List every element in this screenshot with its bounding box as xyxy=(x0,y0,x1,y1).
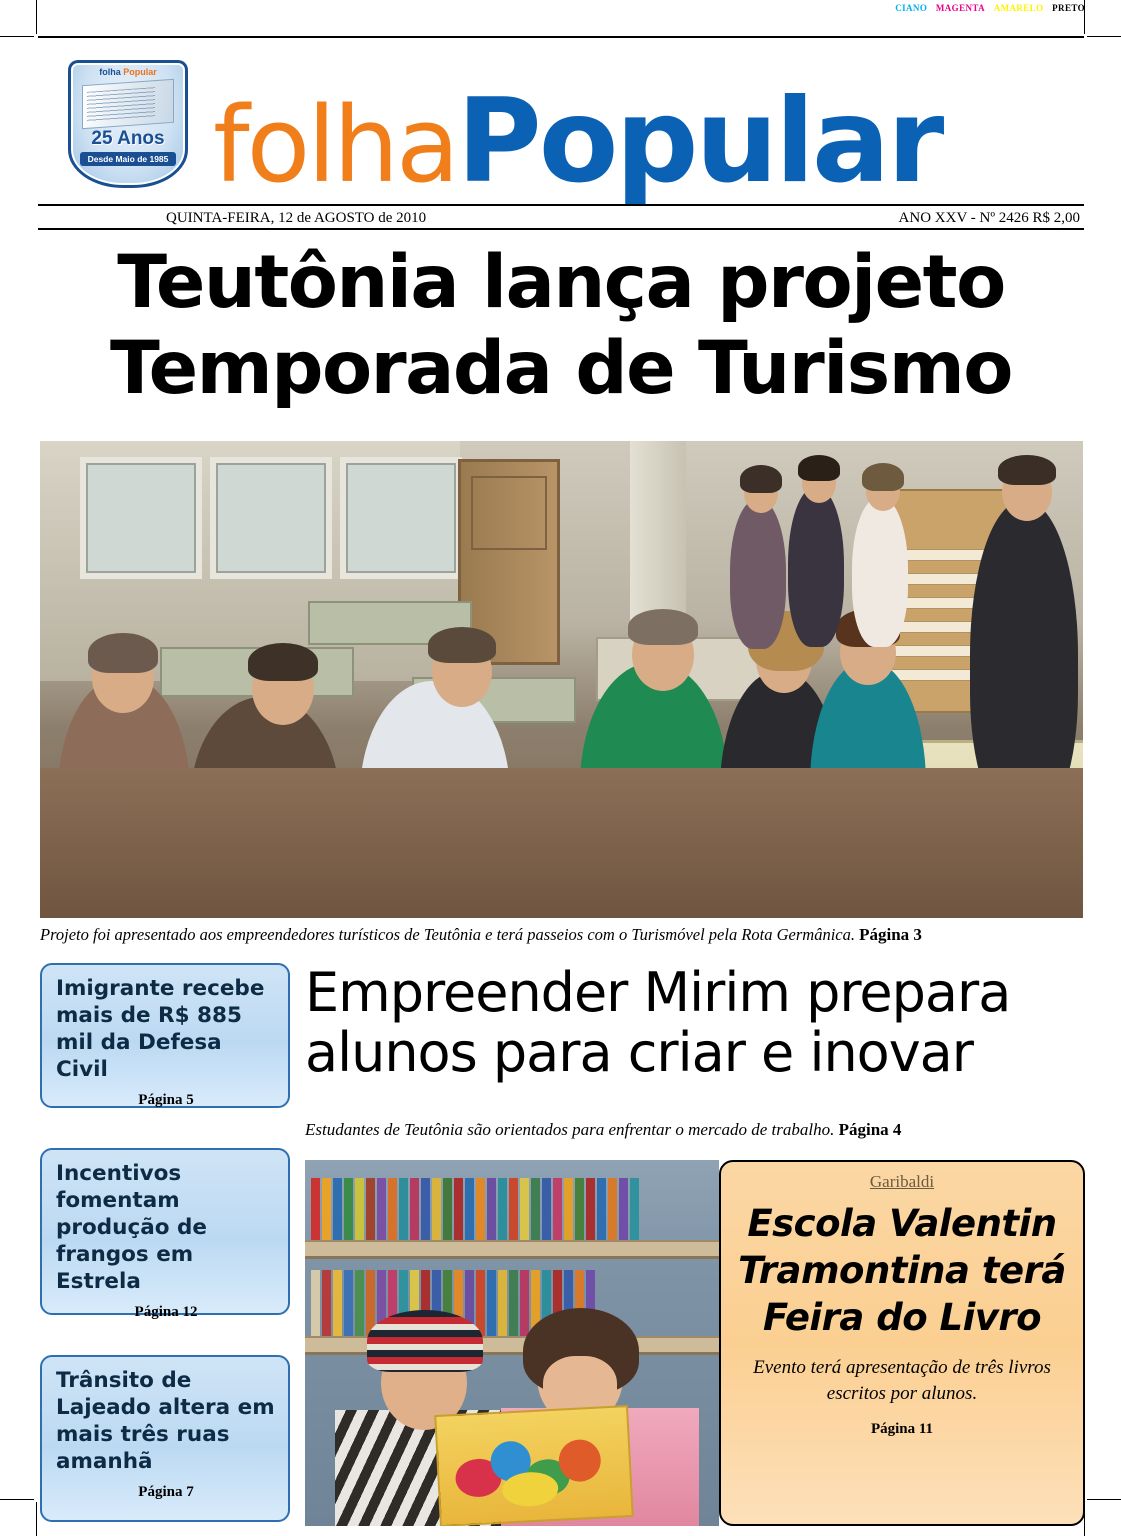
badge-since-label: Desde Maio de 1985 xyxy=(80,152,176,166)
secondary-photo-child-left-hat xyxy=(367,1310,483,1372)
callbox-transito-text: Trânsito de Lajeado altera em mais três ruas amanhã xyxy=(56,1368,275,1474)
crop-mark-bottom-left xyxy=(36,1502,37,1536)
badge-newspapers-icon xyxy=(82,79,174,129)
secondary-subhead xyxy=(305,1120,1085,1140)
callbox-imigrante[interactable] xyxy=(40,963,290,1108)
lead-photo-person-8-hair xyxy=(798,455,840,481)
promo-box-page: Página 11 xyxy=(870,1421,934,1437)
promo-box-kicker: Garibaldi xyxy=(869,1172,935,1191)
color-label-preto: PRETO xyxy=(1052,3,1085,13)
lead-photo-person-4-hair xyxy=(628,609,698,645)
secondary-subhead-text: Estudantes de Teutônia são orientados para enfrentar o mercado de trabalho. xyxy=(305,1120,835,1139)
lead-photo-caption xyxy=(40,925,1083,945)
secondary-photo-books-row-1 xyxy=(311,1178,713,1240)
lead-photo-person-8 xyxy=(788,487,844,647)
crop-mark-left-bottom xyxy=(0,1499,34,1500)
callbox-transito[interactable] xyxy=(40,1355,290,1522)
lead-photo-person-9 xyxy=(852,497,908,647)
lead-photo-floor xyxy=(40,768,1083,918)
crop-mark-left-top xyxy=(0,36,34,37)
secondary-photo xyxy=(305,1160,719,1526)
publication-date: QUINTA-FEIRA, 12 de AGOSTO de 2010 xyxy=(166,210,427,226)
badge-brand-folha: folha xyxy=(99,67,121,77)
badge-years-label: 25 Anos xyxy=(91,128,165,149)
masthead xyxy=(38,36,1084,209)
promo-box-deck: Evento terá apresentação de três livros escritos por alunos. xyxy=(753,1357,1051,1404)
edition-info: ANO XXV - Nº 2426 R$ 2,00 xyxy=(898,210,1080,226)
wordmark-popular: Popular xyxy=(456,74,942,209)
lead-photo-person-2-hair xyxy=(248,643,318,681)
callbox-imigrante-text: Imigrante recebe mais de R$ 885 mil da Defesa Civil xyxy=(56,976,265,1082)
lead-headline-line2: Temporada de Turismo xyxy=(110,326,1012,411)
lead-photo-window-2 xyxy=(210,457,332,579)
secondary-headline xyxy=(305,963,1085,1083)
badge-brand-popular: Popular xyxy=(123,67,157,77)
promo-box-title-line2: Tramontina terá xyxy=(738,1249,1066,1292)
promo-box-title xyxy=(737,1200,1067,1341)
secondary-headline-line2: alunos para criar e inovar xyxy=(305,1021,973,1084)
lead-photo-person-9-hair xyxy=(862,463,904,491)
date-strip xyxy=(38,204,1084,230)
secondary-headline-line1: Empreender Mirim prepara xyxy=(305,961,1011,1024)
lead-photo-person-7 xyxy=(730,499,786,649)
badge-brand-text xyxy=(77,67,179,77)
secondary-photo-shelf-1 xyxy=(305,1240,719,1259)
color-registration-bar xyxy=(889,3,1085,13)
lead-photo-window-1 xyxy=(80,457,202,579)
lead-photo-window-3 xyxy=(340,457,462,579)
lead-headline xyxy=(38,240,1084,412)
wordmark-folha: folha xyxy=(213,84,457,206)
callbox-incentivos-page: Página 12 xyxy=(134,1304,198,1320)
color-label-ciano: CIANO xyxy=(895,3,928,13)
secondary-subhead-page: Página 4 xyxy=(838,1120,902,1139)
callbox-transito-page: Página 7 xyxy=(138,1484,194,1500)
secondary-photo-books-row-2 xyxy=(311,1270,713,1336)
color-label-magenta: MAGENTA xyxy=(935,3,986,13)
lead-photo-caption-page: Página 3 xyxy=(859,925,922,944)
lead-headline-line1: Teutônia lança projeto xyxy=(117,240,1005,325)
lead-photo xyxy=(40,441,1083,918)
color-label-amarelo: AMARELO xyxy=(993,3,1044,13)
promo-box-escola-valentin[interactable] xyxy=(719,1160,1085,1526)
anniversary-badge-logo xyxy=(68,60,188,188)
crop-mark-right-top xyxy=(1087,36,1121,37)
callbox-incentivos-text: Incentivos fomentam produção de frangos em Estrela xyxy=(56,1161,207,1294)
lead-photo-person-1-hair xyxy=(88,633,158,673)
crop-mark-right-bottom xyxy=(1087,1499,1121,1500)
callbox-imigrante-page: Página 5 xyxy=(138,1092,194,1108)
lead-photo-person-7-hair xyxy=(740,465,782,493)
secondary-photo-book xyxy=(434,1405,634,1526)
promo-box-title-line1: Escola Valentin xyxy=(747,1202,1057,1245)
newspaper-wordmark xyxy=(213,74,1073,209)
lead-photo-person-10-hair xyxy=(998,455,1056,485)
callbox-incentivos[interactable] xyxy=(40,1148,290,1320)
promo-box-title-line3: Feira do Livro xyxy=(762,1296,1042,1339)
crop-mark-top-left xyxy=(36,0,37,34)
lead-photo-caption-text: Projeto foi apresentado aos empreendedores turísticos de Teutônia e terá passeios com o Turismóvel pela Rota Germânica. xyxy=(40,925,855,944)
lead-photo-person-3-hair xyxy=(428,627,496,663)
